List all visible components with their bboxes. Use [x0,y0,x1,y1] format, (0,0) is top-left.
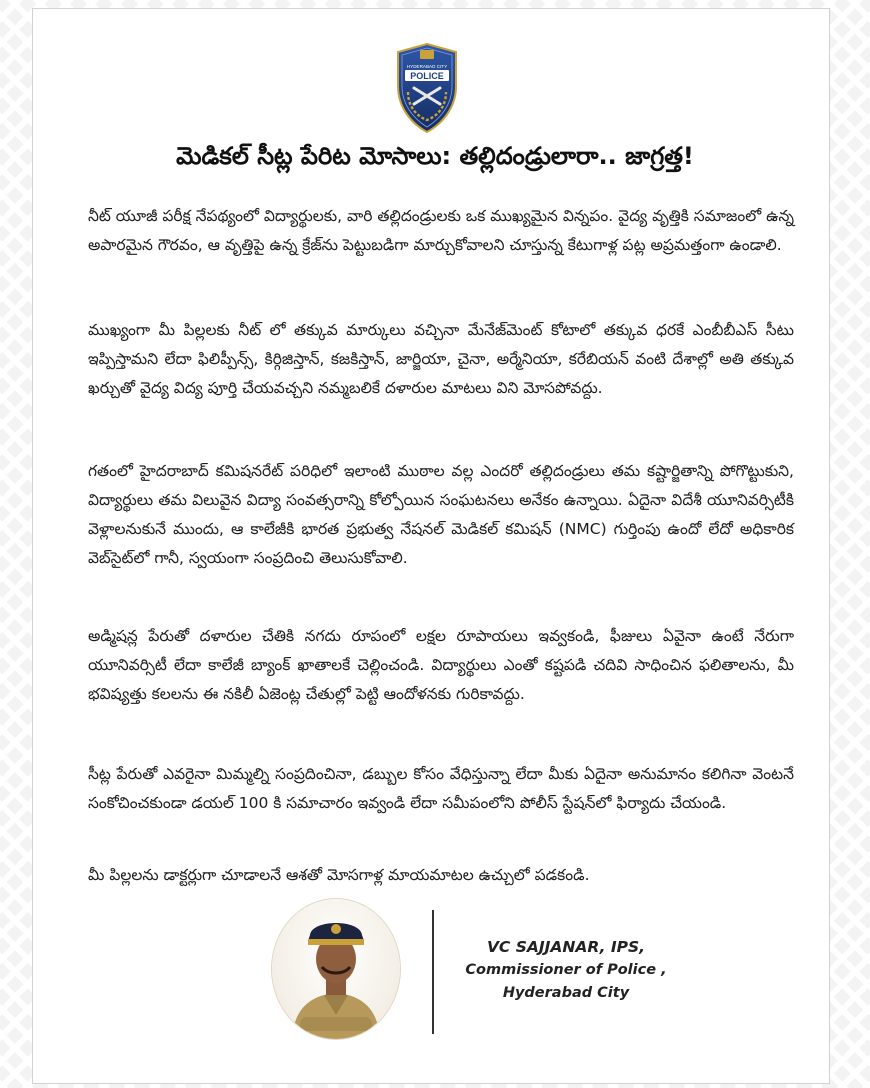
signatory-name: VC SAJJANAR, IPS, [486,938,646,956]
commissioner-photo [272,899,400,1039]
police-badge-logo [394,42,460,134]
paragraph-closing: మీ పిల్లలను డాక్టర్లుగా చూడాలనే ఆశతో మోసగాళ్ల మాయమాటల ఉచ్చులో పడకండి. [88,866,590,884]
paragraph-payment: అడ్మిషన్ల పేరుతో దళారుల చేతికి నగదు రూపంలో లక్షల రూపాయలు ఇవ్వకండి, ఫీజులు ఏవైనా ఉంటే నేరుగా యూనివర్సిటీ లేదా కాలేజీ బ్యాంక్ ఖాతాలకే చెల్లించండి. విద్యార్థులు ఎంతో కష్టపడి చదివి సాధించిన ఫలితాలను, మీ భవిష్యత్తు కలలను ఈ నకిలీ ఏజెంట్ల చేతుల్లో పెట్టి ఆందోళనకు గురికావద్దు. [88,627,794,703]
badge-text: HYDERABAD CITY [406,64,448,69]
signatory-city: Hyderabad City [502,985,630,1001]
paragraph-dial-100: సీట్ల పేరుతో ఎవరైనా మిమ్మల్ని సంప్రదించినా, డబ్బుల కోసం వేధిస్తున్నా లేదా మీకు ఏదైనా అనుమానం కలిగినా వెంటనే సంకోచించకుండా డయల్ 100 కి సమాచారం ఇవ్వండి లేదా సమీపంలోని పోలీస్ స్టేషన్‌లో ఫిర్యాదు చేయండి. [88,765,794,812]
badge-word: POLICE [410,71,444,81]
page-title: మెడికల్ సీట్ల పేరిట మోసాలు: తల్లిదండ్రులారా.. జాగ్రత్త! [176,142,694,170]
paragraph-intro: నీట్ యూజీ పరీక్ష నేపథ్యంలో విద్యార్థులకు, వారి తల్లిదండ్రులకు ఒక ముఖ్యమైన విన్నపం. వైద్య వృత్తికి సమాజంలో ఉన్న అపారమైన గౌరవం, ఆ వృత్తిపై ఉన్న క్రేజ్‌ను పెట్టుబడిగా మార్చుకోవాలని చూస్తున్న కేటుగాళ్ల పట్ల అప్రమత్తంగా ఉండాలి. [88,207,794,254]
paragraph-history: గతంలో హైదరాబాద్ కమిషనరేట్ పరిధిలో ఇలాంటి ముఠాల వల్ల ఎందరో తల్లిదండ్రులు తమ కష్టార్జితాన్ని పోగొట్టుకుని, విద్యార్థులు తమ విలువైన విద్యా సంవత్సరాన్ని కోల్పోయిన సంఘటనలు అనేకం ఉన్నాయి. ఏదైనా విదేశీ యూనివర్సిటీకి వెళ్లాలనుకునే ముందు, ఆ కాలేజీకి భారత ప్రభుత్వ నేషనల్ మెడికల్ కమిషన్ (NMC) గుర్తింపు ఉందో లేదో అధికారిక వెబ్‌సైట్‌లో గానీ, స్వయంగా సంప్రదించి తెలుసుకోవాలి. [88,462,794,567]
signature-divider [432,910,434,1034]
paragraph-warning: ముఖ్యంగా మీ పిల్లలకు నీట్ లో తక్కువ మార్కులు వచ్చినా మేనేజ్‌మెంట్ కోటాలో తక్కువ ధరకే ఎంబీబీఎస్ సీటు ఇప్పిస్తామని లేదా ఫిలిప్పీన్స్, కిర్గిజిస్తాన్, కజకిస్తాన్, జార్జియా, చైనా, అర్మేనియా, కరేబియన్ వంటి దేశాల్లో అతి తక్కువ ఖర్చుతో వైద్య విద్య పూర్తి చేయవచ్చని నమ్మబలికే దళారుల మాటలు విని మోసపోవద్దు. [88,321,794,397]
signatory-designation: Commissioner of Police , [465,962,667,978]
